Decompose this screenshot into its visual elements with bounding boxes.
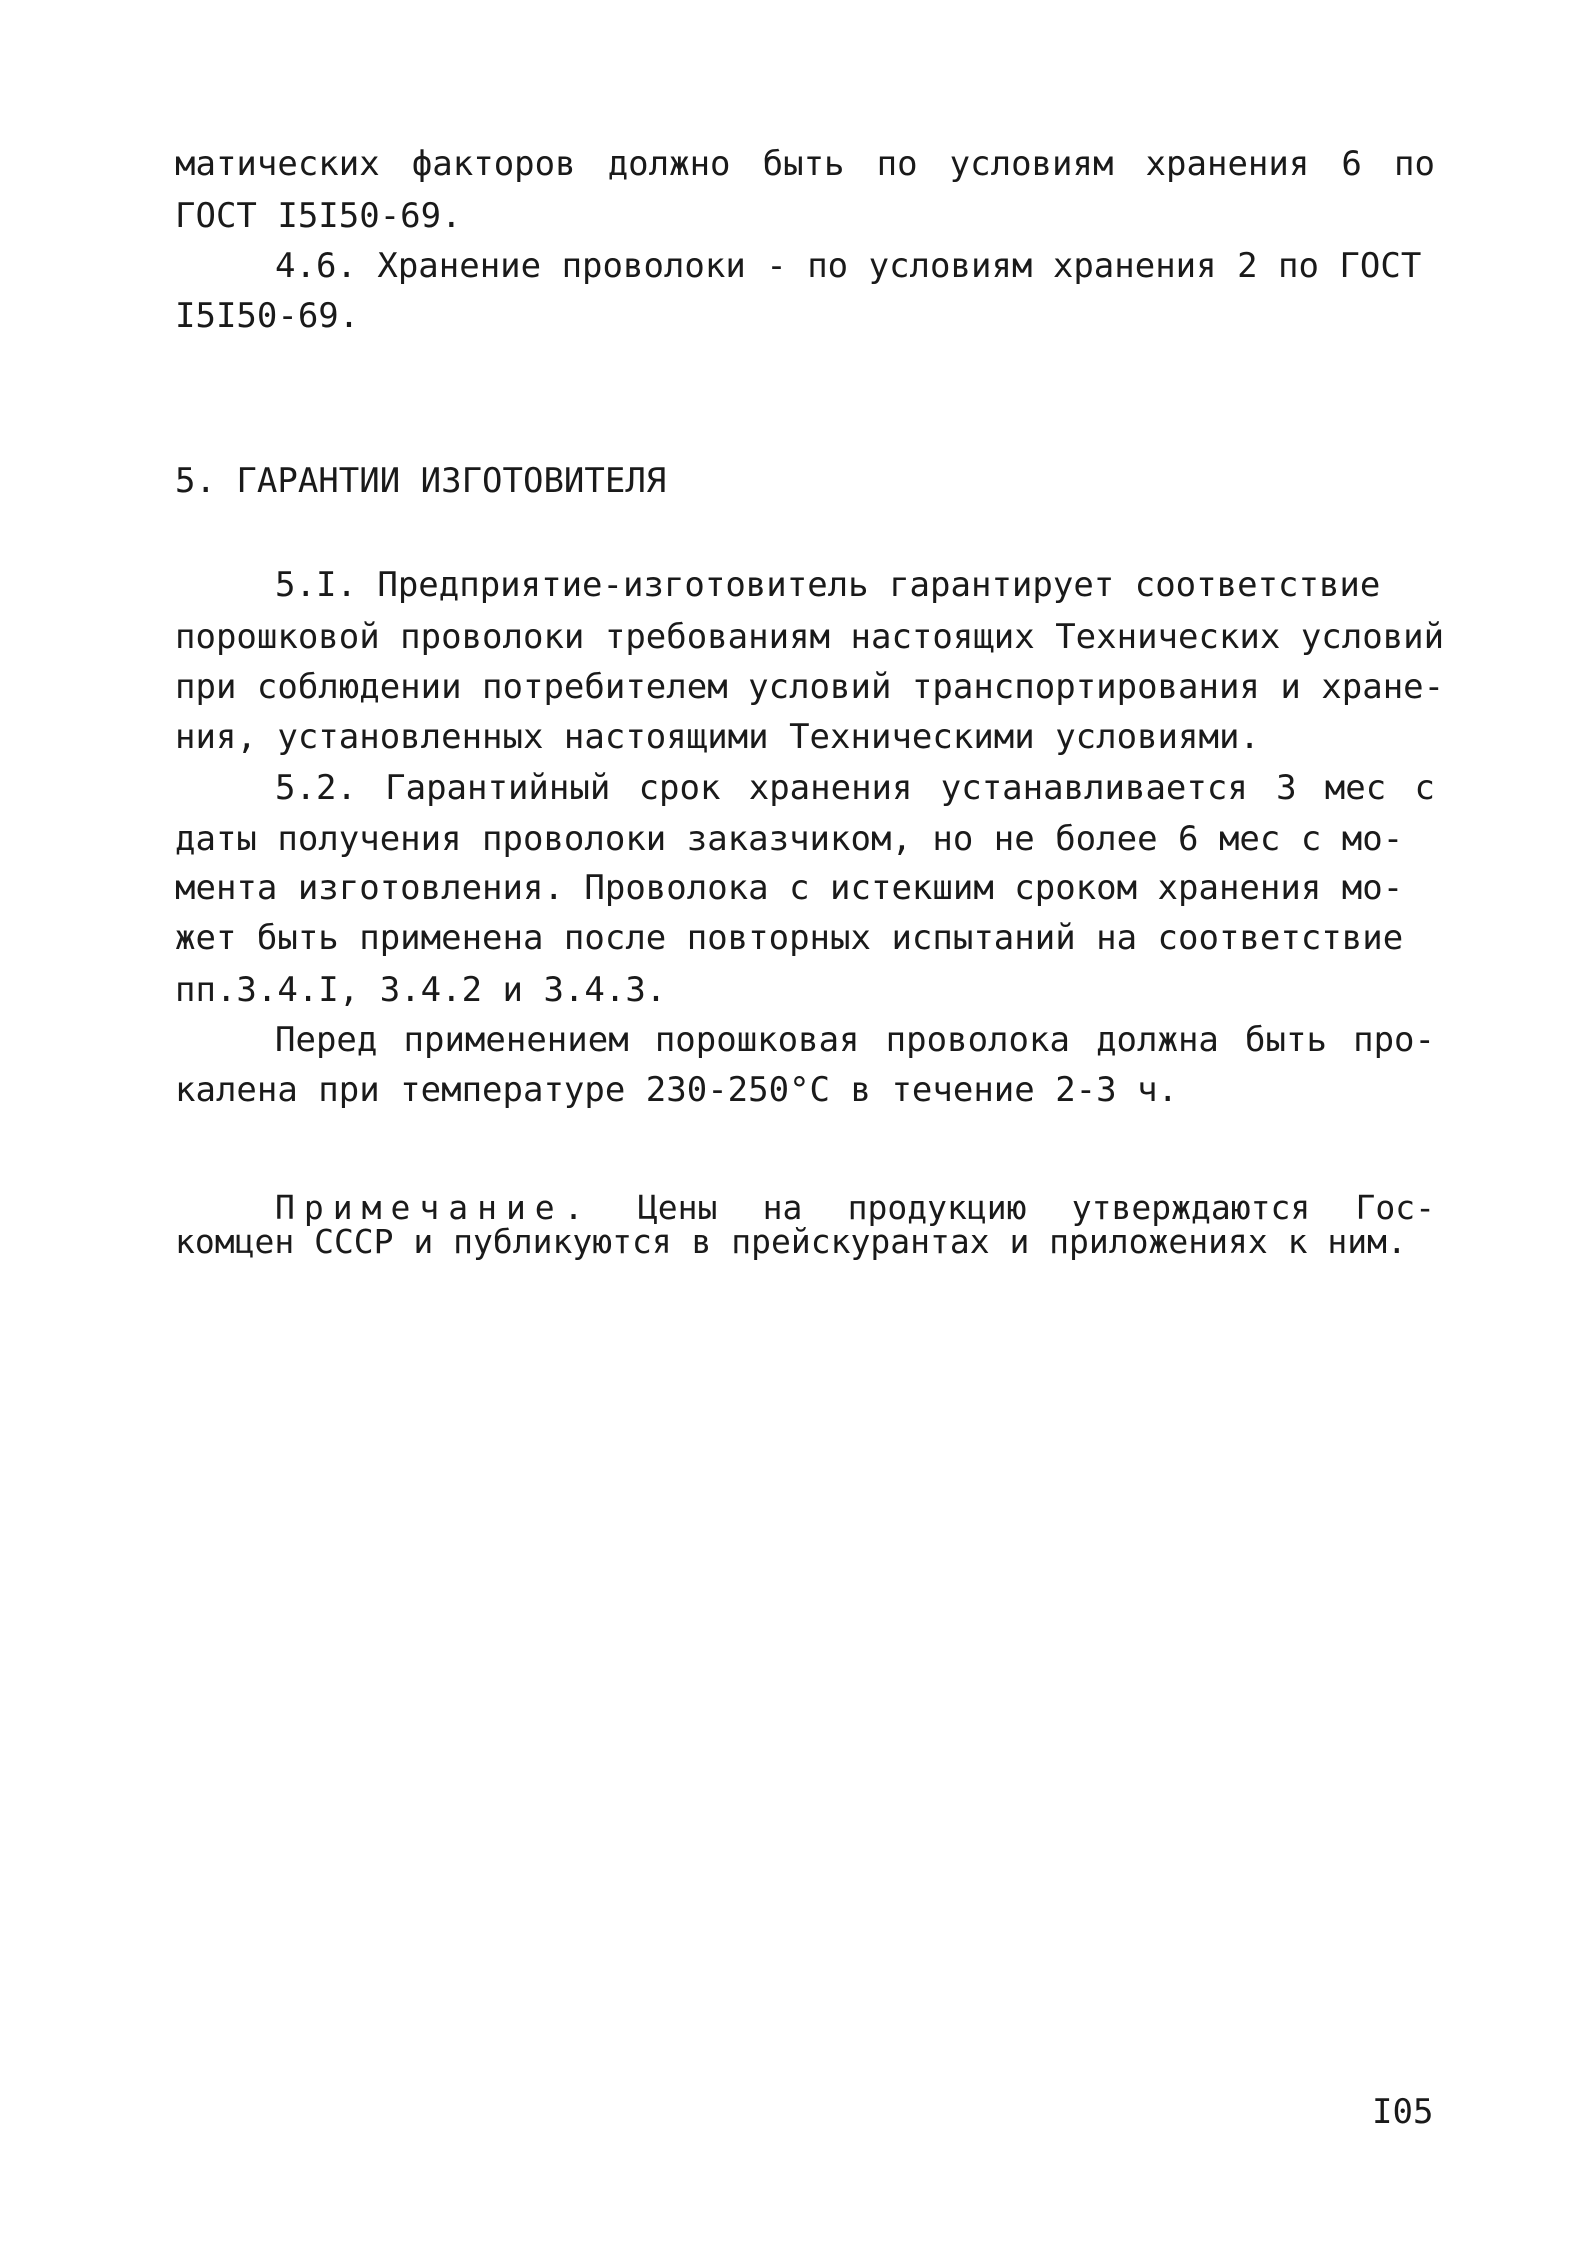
paragraph-5-2-line-4: жет быть применена после повторных испытаний на соответствие bbox=[175, 918, 1404, 958]
paragraph-5-1-line-2: порошковой проволоки требованиям настоящих Технических условий bbox=[175, 617, 1445, 657]
paragraph-5-2-line-1-end: с bbox=[1414, 768, 1435, 808]
note-line-1 bbox=[275, 1190, 1435, 1226]
note-line-1-text: Цены на продукцию утверждаются Гос- bbox=[637, 1188, 1435, 1227]
paragraph-5-2-line-1 bbox=[275, 764, 1435, 812]
paragraph-4-5-line-1-end: по bbox=[1394, 144, 1435, 184]
paragraph-4-5-line-1-text: матических факторов должно быть по условиям хранения 6 bbox=[175, 144, 1362, 184]
note-label: Примечание. bbox=[275, 1188, 593, 1227]
paragraph-preheat-line-2: калена при температуре 230-250°С в течение 2-3 ч. bbox=[175, 1070, 1179, 1110]
paragraph-preheat-line-1 bbox=[275, 1016, 1435, 1064]
paragraph-5-2-line-3: мента изготовления. Проволока с истекшим сроком хранения мо- bbox=[175, 868, 1404, 908]
paragraph-4-6-line-1: 4.6. Хранение проволоки - по условиям хранения 2 по ГОСТ bbox=[275, 246, 1422, 286]
section-5-heading: 5. ГАРАНТИИ ИЗГОТОВИТЕЛЯ bbox=[175, 461, 667, 501]
paragraph-5-2-line-2: даты получения проволоки заказчиком, но не более 6 мес с мо- bbox=[175, 819, 1404, 859]
paragraph-4-5-line-1 bbox=[175, 140, 1435, 188]
page-number: I05 bbox=[1372, 2092, 1434, 2132]
paragraph-5-1-line-1: 5.I. Предприятие-изготовитель гарантирует соответствие bbox=[275, 565, 1381, 605]
paragraph-5-2-line-5: пп.3.4.I, 3.4.2 и 3.4.3. bbox=[175, 970, 667, 1010]
paragraph-5-1-line-3: при соблюдении потребителем условий транспортирования и хране- bbox=[175, 667, 1445, 707]
paragraph-preheat-line-1-text: Перед применением порошковая проволока должна быть bbox=[275, 1020, 1327, 1060]
paragraph-4-5-line-2: ГОСТ I5I50-69. bbox=[175, 196, 462, 236]
paragraph-preheat-line-1-end: про- bbox=[1353, 1020, 1435, 1060]
note-line-2: комцен СССР и публикуются в прейскурантах и приложениях к ним. bbox=[175, 1222, 1407, 1261]
paragraph-5-2-line-1-text: 5.2. Гарантийный срок хранения устанавливается 3 мес bbox=[275, 768, 1387, 808]
paragraph-5-1-line-4: ния, установленных настоящими Техническими условиями. bbox=[175, 717, 1260, 757]
paragraph-4-6-line-2: I5I50-69. bbox=[175, 296, 360, 336]
